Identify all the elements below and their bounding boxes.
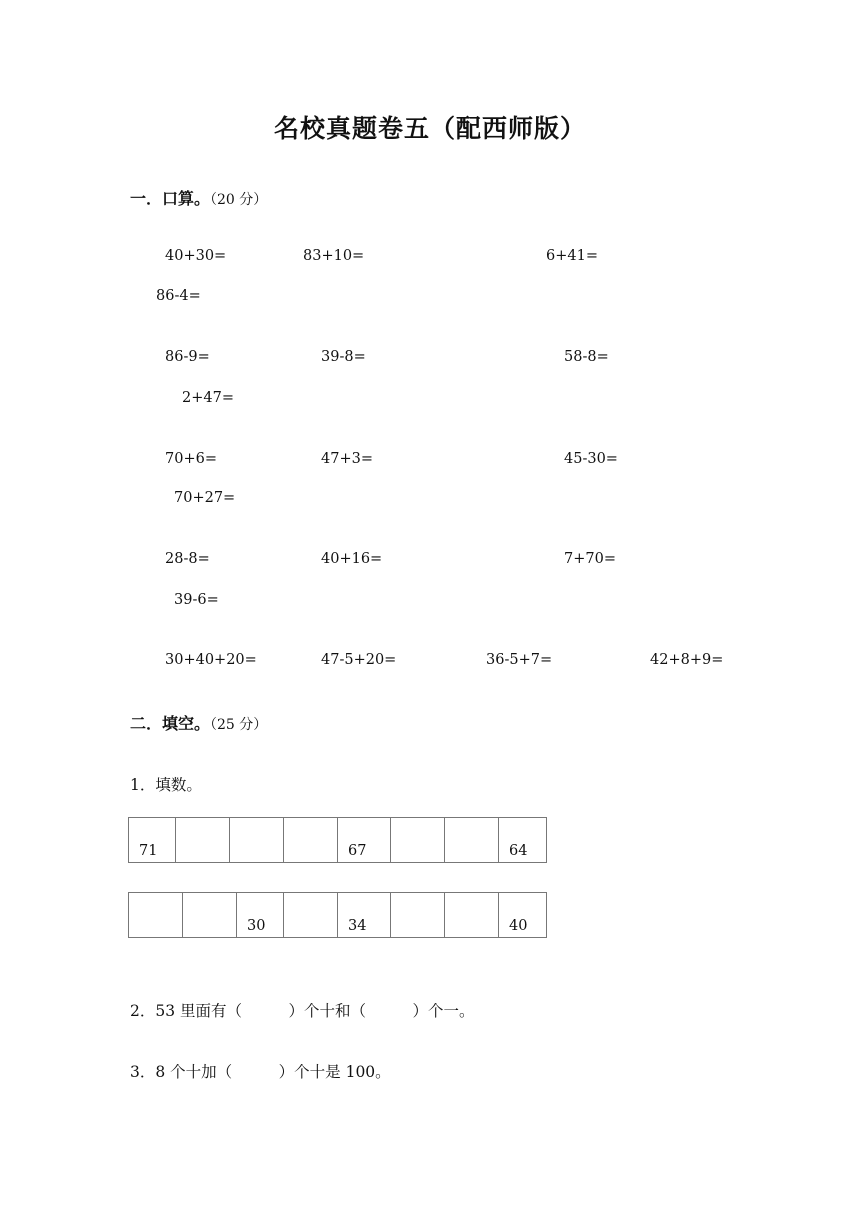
grid-cell[interactable] (129, 893, 183, 938)
grid-cell[interactable] (183, 893, 237, 938)
equation: 39-8= (321, 349, 366, 365)
equation: 86-9= (165, 349, 210, 365)
equation: 6+41= (546, 248, 598, 264)
equation: 45-30= (564, 451, 618, 467)
grid-cell[interactable]: 67 (338, 818, 391, 863)
section-1-heading (130, 186, 267, 209)
equation: 70+6= (165, 451, 217, 467)
grid-cell[interactable] (284, 818, 338, 863)
grid-cell[interactable] (391, 893, 445, 938)
grid-cell[interactable]: 34 (338, 893, 391, 938)
equation: 42+8+9= (650, 652, 724, 668)
equation: 2+47= (182, 390, 234, 406)
grid-cell[interactable]: 64 (499, 818, 547, 863)
grid-cell[interactable] (445, 893, 499, 938)
grid-cell[interactable]: 30 (237, 893, 284, 938)
grid-cell[interactable] (391, 818, 445, 863)
equation: 28-8= (165, 551, 210, 567)
grid-cell[interactable]: 71 (129, 818, 176, 863)
equation: 70+27= (174, 490, 236, 506)
section-2-heading (130, 711, 267, 734)
equation: 40+16= (321, 551, 383, 567)
number-grid-2 (128, 892, 547, 938)
grid-cell[interactable] (230, 818, 284, 863)
grid-cell[interactable] (445, 818, 499, 863)
equation: 47+3= (321, 451, 373, 467)
equation: 47-5+20= (321, 652, 397, 668)
section-1-points: （20 分） (210, 192, 268, 208)
table-row (129, 893, 547, 938)
section-2-label: 二．填空。 (130, 714, 211, 733)
equation: 86-4= (156, 288, 201, 304)
equation: 40+30= (165, 248, 227, 264)
table-row (129, 818, 547, 863)
question-2: 2．53 里面有（ ）个十和（ ）个一。 (130, 1002, 475, 1020)
equation: 7+70= (564, 551, 616, 567)
section-2-points: （25 分） (210, 717, 268, 733)
grid-cell[interactable] (284, 893, 338, 938)
number-grid-1 (128, 817, 547, 863)
grid-cell[interactable] (176, 818, 230, 863)
equation: 58-8= (564, 349, 609, 365)
equation: 30+40+20= (165, 652, 257, 668)
page-title: 名校真题卷五（配西师版） (273, 114, 586, 143)
equation: 39-6= (174, 592, 219, 608)
equation: 36-5+7= (486, 652, 553, 668)
grid-cell[interactable]: 40 (499, 893, 547, 938)
question-1: 1．填数。 (130, 776, 202, 794)
question-3: 3．8 个十加（ ）个十是 100。 (130, 1063, 391, 1081)
section-1-label: 一．口算。 (130, 189, 211, 208)
equation: 83+10= (303, 248, 365, 264)
